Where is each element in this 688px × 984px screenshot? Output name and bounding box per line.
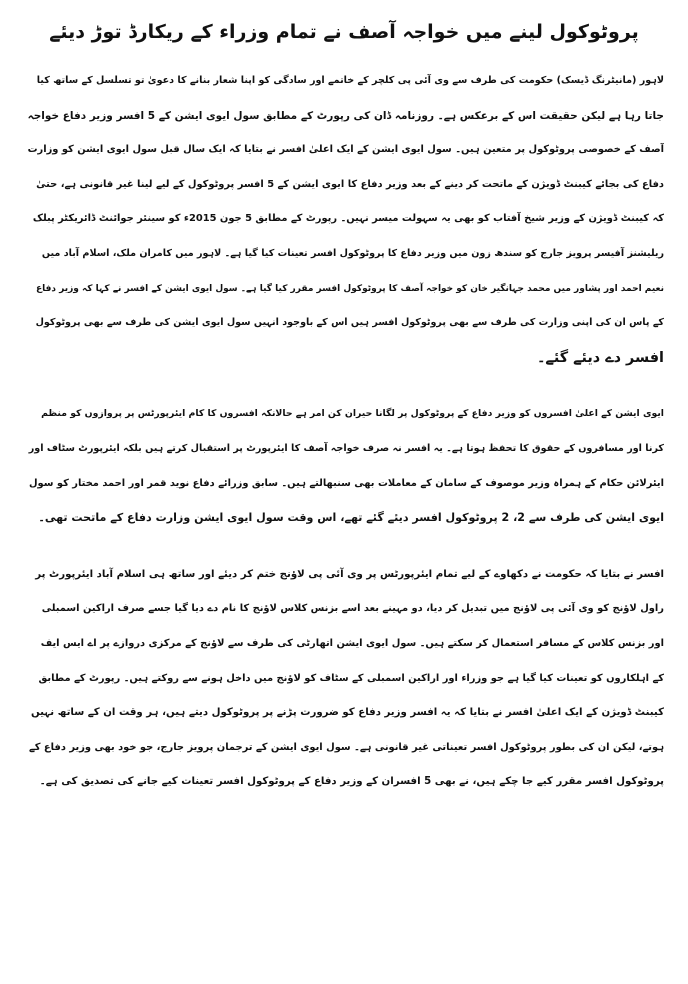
paragraph-line: دفاع کی بجائے کیبنٹ ڈویژن کے ماتحت کر دینے کے بعد وزیر دفاع کا ایوی ایشن کے 5 افسر پروٹوکول کے لیے لینا غیر قانونی ہے، حتیٰ: [36, 178, 664, 190]
paragraph-line: آصف کے خصوصی پروٹوکول پر متعین ہیں۔ سول ایوی ایشن کے ایک اعلیٰ افسر نے بتایا کہ ایک سال قبل سول ایوی ایشن کو وزارت: [27, 144, 664, 156]
paragraph-line: جاتا رہا ہے لیکن حقیقت اس کے برعکس ہے۔ روزنامہ ڈان کی رپورٹ کے مطابق سول ایوی ایشن کے 5 افسر وزیر دفاع خواجہ: [27, 109, 664, 122]
article-headline: پروٹوکول لینے میں خواجہ آصف نے تمام وزراء کے ریکارڈ توڑ دیئے: [49, 21, 639, 43]
paragraph-line: نعیم احمد اور پشاور میں محمد جہانگیر خان کو خواجہ آصف کا پروٹوکول افسر مقرر کیا گیا ہے۔ سول ایوی ایشن کے افسر نے کہا کہ وزیر دفاع: [35, 283, 664, 294]
paragraph-line: اور بزنس کلاس کے مسافر استعمال کر سکتے ہیں۔ سول ایوی ایشن اتھارٹی کی طرف سے لاؤنج کے مرکزی دروازے پر اے ایس ایف: [40, 637, 664, 649]
paragraph-line: افسر نے بتایا کہ حکومت نے دکھاوے کے لیے تمام ایئرپورٹس پر وی آئی پی لاؤنج ختم کر دیئے اور ساتھ ہی اسلام آباد ایئرپورٹ پر: [35, 568, 664, 580]
paragraph-line: افسر دے دیئے گئے۔: [536, 349, 664, 366]
paragraph-line: کہ کیبنٹ ڈویژن کے وزیر شیخ آفتاب کو بھی یہ سہولت میسر نہیں۔ رپورٹ کے مطابق 5 جون 2015ء کو سینئر جوائنٹ ڈائریکٹر پبلک: [32, 213, 664, 225]
paragraph-line: لاہور (مانیٹرنگ ڈیسک) حکومت کی طرف سے وی آئی پی کلچر کے خاتمے اور سادگی کو اپنا شعار بنانے کا دعویٰ تو تسلسل کے ساتھ کیا: [36, 75, 664, 86]
paragraph-line: ایوی ایشن کے اعلیٰ افسروں کو وزیر دفاع کے پروٹوکول پر لگانا حیران کن امر ہے حالانکہ افسروں کا کام ایئرپورٹس پر پروازوں کو منظم: [41, 408, 664, 420]
paragraph-line: ریلیشنز آفیسر پرویز جارج کو سندھ زون میں وزیر دفاع کا پروٹوکول افسر تعینات کیا گیا ہے۔ لاہور میں کامران ملک، اسلام آباد میں: [41, 247, 664, 259]
paragraph-line: پروٹوکول افسر مقرر کیے جا چکے ہیں، نے بھی 5 افسران کے وزیر دفاع کے پروٹوکول افسر تعینات کیے جانے کی تصدیق کی ہے۔: [39, 776, 664, 788]
paragraph-line: راول لاؤنج کو وی آئی پی لاؤنج میں تبدیل کر دیا، دو مہینے بعد اسے بزنس کلاس لاؤنج کا نام دے دیا گیا جسے صرف اراکین اسمبلی: [41, 603, 664, 615]
paragraph-line: ہوتے، لیکن ان کی بطور پروٹوکول افسر تعیناتی غیر قانونی ہے۔ سول ایوی ایشن کے ترجمان پرویز جارج، جو خود بھی وزیر دفاع کے: [28, 741, 664, 753]
paragraph-line: کیبنٹ ڈویژن کے ایک اعلیٰ افسر نے بتایا کہ یہ افسر وزیر دفاع کو ضرورت پڑنے پر پروٹوکول دیتے ہیں، ہر وقت ان کے ساتھ نہیں: [30, 707, 664, 719]
article-paragraph-2: [24, 397, 664, 535]
article-paragraph-3: [24, 558, 664, 800]
paragraph-line: ایوی ایشن کی طرف سے 2، 2 پروٹوکول افسر دیئے گئے تھے، اس وقت سول ایوی ایشن وزارت دفاع کے ماتحت تھی۔: [38, 511, 664, 525]
paragraph-line: کے پاس ان کی اپنی وزارت کی طرف سے بھی پروٹوکول افسر ہیں اس کے باوجود انہیں سول ایوی ایشن کی طرف سے بھی پروٹوکول: [35, 317, 664, 329]
paragraph-line: ایئرلائن حکام کے ہمراہ وزیر موصوف کے سامان کے معاملات بھی سنبھالتے ہیں۔ سابق وزرائے دفاع نوید قمر اور احمد مختار کو سول: [28, 477, 664, 489]
article-paragraph-1: [24, 64, 664, 375]
paragraph-line: کے اہلکاروں کو تعینات کیا گیا ہے جو وزراء اور اراکین اسمبلی کے سٹاف کو لاؤنج میں داخل ہونے سے روکتے ہیں۔ رپورٹ کے مطابق: [38, 672, 664, 684]
paragraph-line: کرنا اور مسافروں کے حقوق کا تحفظ ہوتا ہے۔ یہ افسر نہ صرف خواجہ آصف کا ایئرپورٹ پر استقبال کرتے ہیں بلکہ ایئرپورٹ سٹاف اور: [28, 442, 664, 454]
